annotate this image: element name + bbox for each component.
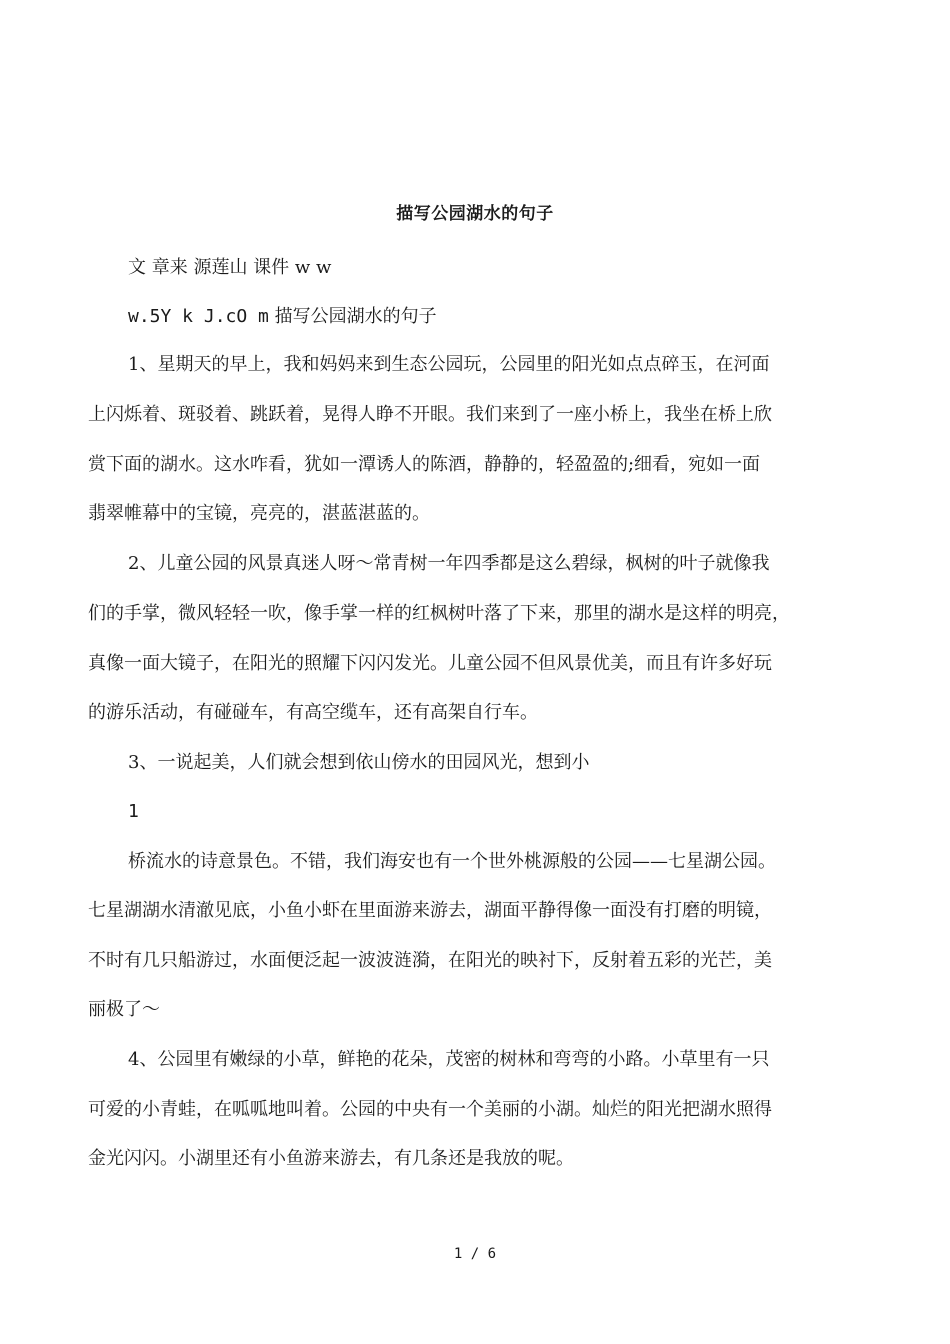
source-line-1: 文 章来 源莲山 课件 w w — [128, 257, 332, 278]
paragraph-2-line-2: 们的手掌，微风轻轻一吹，像手掌一样的红枫树叶落了下来，那里的湖水是这样的明亮， — [88, 603, 790, 624]
paragraph-1-line-3: 赏下面的湖水。这水咋看，犹如一潭诱人的陈酒，静静的，轻盈盈的;细看，宛如一面 — [88, 454, 761, 475]
paragraph-4-line-1: 4、公园里有嫩绿的小草，鲜艳的花朵，茂密的树林和弯弯的小路。小草里有一只 — [128, 1049, 770, 1070]
paragraph-1-line-4: 翡翠帷幕中的宝镜，亮亮的，湛蓝湛蓝的。 — [88, 503, 430, 524]
paragraph-3-cont-line-1: 桥流水的诗意景色。不错，我们海安也有一个世外桃源般的公园——七星湖公园。 — [128, 851, 776, 872]
paragraph-3-cont-line-4: 丽极了～ — [88, 999, 160, 1020]
paragraph-1-line-1: 1、星期天的早上，我和妈妈来到生态公园玩，公园里的阳光如点点碎玉，在河面 — [128, 354, 770, 375]
paragraph-3-cont-line-2: 七星湖湖水清澈见底，小鱼小虾在里面游来游去，湖面平静得像一面没有打磨的明镜， — [88, 900, 772, 921]
source-url-fragment: w.5Y k J.cO m — [128, 306, 269, 327]
page-indicator: 1 / 6 — [453, 1246, 497, 1262]
embedded-page-number: 1 — [128, 801, 139, 822]
paragraph-2-line-3: 真像一面大镜子，在阳光的照耀下闪闪发光。儿童公园不但风景优美，而且有许多好玩 — [88, 653, 772, 674]
paragraph-3-cont-line-3: 不时有几只船游过，水面便泛起一波波涟漪，在阳光的映衬下，反射着五彩的光芒，美 — [88, 950, 772, 971]
source-title-repeat: 描写公园湖水的句子 — [268, 306, 437, 327]
source-line-2 — [128, 302, 437, 332]
paragraph-2-line-1: 2、儿童公园的风景真迷人呀～常青树一年四季都是这么碧绿，枫树的叶子就像我 — [128, 553, 770, 574]
paragraph-2-line-4: 的游乐活动，有碰碰车，有高空缆车，还有高架自行车。 — [88, 702, 538, 723]
document-title: 描写公园湖水的句子 — [396, 204, 554, 224]
paragraph-4-line-3: 金光闪闪。小湖里还有小鱼游来游去，有几条还是我放的呢。 — [88, 1148, 574, 1169]
paragraph-1-line-2: 上闪烁着、斑驳着、跳跃着，晃得人睁不开眼。我们来到了一座小桥上，我坐在桥上欣 — [88, 404, 772, 425]
paragraph-3-line-1: 3、一说起美，人们就会想到依山傍水的田园风光，想到小 — [128, 752, 590, 773]
paragraph-4-line-2: 可爱的小青蛙，在呱呱地叫着。公园的中央有一个美丽的小湖。灿烂的阳光把湖水照得 — [88, 1099, 772, 1120]
